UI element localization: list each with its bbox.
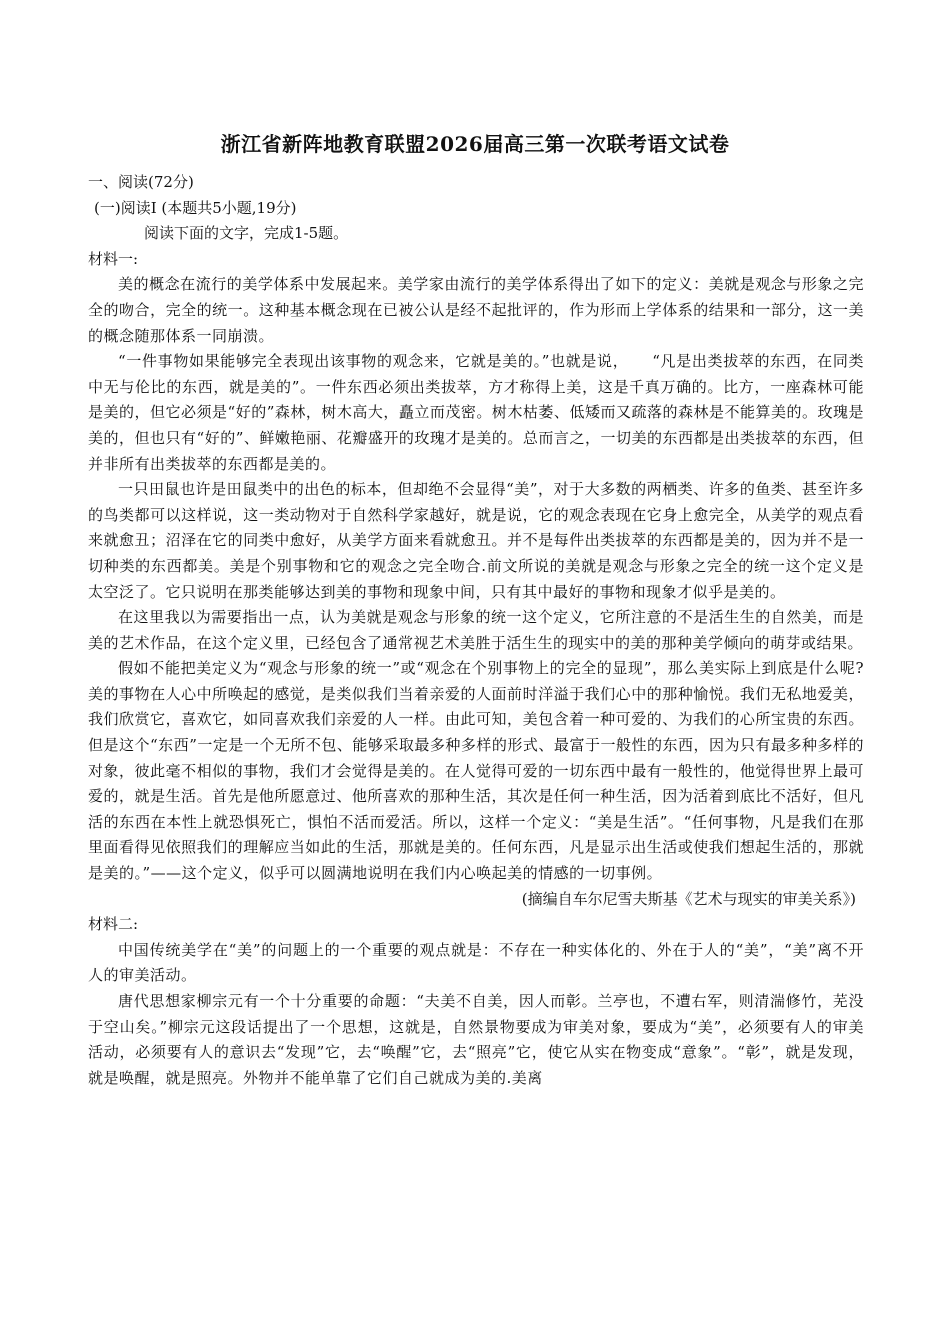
material-one-paragraph: “一件事物如果能够完全表现出该事物的观念来，它就是美的。”也就是说， “凡是出类拔萃的东西，在同类中无与伦比的东西，就是美的”。一件东西必须出类拔萃，方才称得上美，这是千真万确的。比方，一座森林可能是美的，但它必须是“好的”森林，树木高大，矗立而茂密。树木枯萎、低矮而又疏落的森林是不能算美的。玫瑰是美的，但也只有“好的”、鲜嫩艳丽、花瓣盛开的玫瑰才是美的。总而言之，一切美的东西都是出类拔萃的东西，但并非所有出类拔萃的东西都是美的。 (88, 352, 864, 473)
exam-title: 浙江省新阵地教育联盟2026届高三第一次联考语文试卷 (220, 132, 730, 156)
material-one-paragraph: 一只田鼠也许是田鼠类中的出色的标本，但却绝不会显得“美”，对于大多数的两栖类、许多的鱼类、甚至许多的鸟类都可以这样说，这一类动物对于自然科学家越好，就是说，它的观念表现在它身上愈完全，从美学的观点看来就愈丑；沼泽在它的同类中愈好，从美学方面来看就愈丑。并不是每件出类拔萃的东西都是美的，因为并不是一切种类的东西都美。美是个别事物和它的观念之完全吻合.前文所说的美就是观念与形象之完全的统一这个定义是太空泛了。它只说明在那类能够达到美的事物和现象中间，只有其中最好的事物和现象才似乎是美的。 (88, 480, 864, 601)
section-heading: 一、阅读(72分) (88, 173, 194, 191)
material-two-paragraph: 中国传统美学在“美”的问题上的一个重要的观点就是：不存在一种实体化的、外在于人的“美”，“美”离不开人的审美活动。 (88, 940, 864, 985)
material-one-label: 材料一: (88, 249, 139, 268)
subsection-heading: (一)阅读Ⅰ (本题共5小题,19分) (94, 198, 297, 217)
material-one-paragraph: 在这里我以为需要指出一点，认为美就是观念与形象的统一这个定义，它所注意的不是活生生的自然美，而是美的艺术作品，在这个定义里，已经包含了通常视艺术美胜于活生生的现实中的美的那种美学倾向的萌芽或结果。 (88, 608, 864, 652)
material-two-paragraph: 唐代思想家柳宗元有一个十分重要的命题：“夫美不自美，因人而彰。兰亭也，不遭右军，则清湍修竹，芜没于空山矣。”柳宗元这段话提出了一个思想，这就是，自然景物要成为审美对象，要成为“美”，必须要有人的审美活动，必须要有人的意识去“发现”它，去“唤醒”它，去“照亮”它，使它从实在物变成“意象”。“彰”，就是发现，就是唤醒，就是照亮。外物并不能单靠了它们自己就成为美的.美离 (88, 992, 864, 1087)
reading-instruction: 阅读下面的文字，完成1-5题。 (144, 224, 349, 243)
material-one-paragraph: 美的概念在流行的美学体系中发展起来。美学家由流行的美学体系得出了如下的定义：美就是观念与形象之完全的吻合，完全的统一。这种基本概念现在已被公认是经不起批评的，作为形而上学体系的结果和一部分，这一美的概念随那体系一同崩溃。 (88, 275, 864, 345)
exam-body (88, 170, 864, 1091)
material-two-label: 材料二: (88, 915, 139, 934)
material-one-paragraph: 假如不能把美定义为“观念与形象的统一”或“观念在个别事物上的完全的显现”，那么美实际上到底是什么呢?美的事物在人心中所唤起的感觉，是类似我们当着亲爱的人面前时洋溢于我们心中的那种愉悦。我们无私地爱美，我们欣赏它，喜欢它，如同喜欢我们亲爱的人一样。由此可知，美包含着一种可爱的、为我们的心所宝贵的东西。但是这个“东西”一定是一个无所不包、能够采取最多种多样的形式、最富于一般性的东西，因为只有最多种多样的对象，彼此毫不相似的事物，我们才会觉得是美的。在人觉得可爱的一切东西中最有一般性的，他觉得世界上最可爱的，就是生活。首先是他所愿意过、他所喜欢的那种生活，其次是任何一种生活，因为活着到底比不活好，但凡活的东西在本性上就恐惧死亡，惧怕不活而爱活。所以，这样一个定义：“美是生活”。“任何事物，凡是我们在那里面看得见依照我们的理解应当如此的生活，那就是美的。任何东西，凡是显示出生活或使我们想起生活的，那就是美的。”——这个定义，似乎可以圆满地说明在我们内心唤起美的情感的一切事例。 (88, 659, 864, 883)
material-one-source: (摘编自车尔尼雪夫斯基《艺术与现实的审美关系》) (521, 889, 856, 908)
